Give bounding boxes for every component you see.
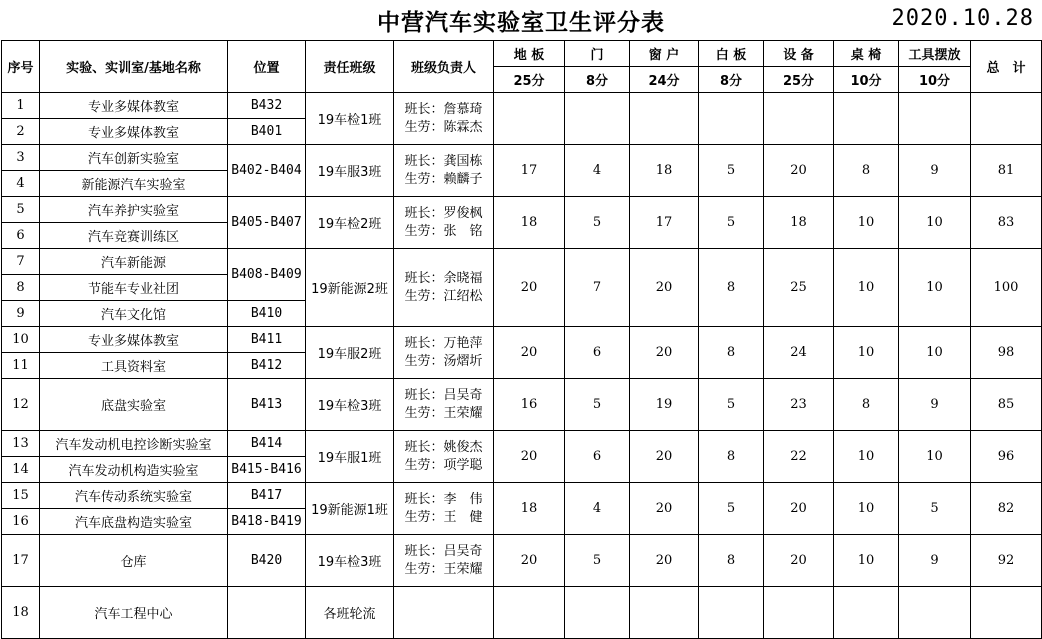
- score-total: 82: [971, 483, 1042, 535]
- score-board: 5: [699, 145, 764, 197]
- table-row: [2, 431, 1042, 457]
- score-door: 4: [565, 483, 630, 535]
- leader-labor: 生劳：汤熠圻: [404, 353, 483, 369]
- header-name: 实验、实训室/基地名称: [40, 41, 228, 93]
- score-floor: 16: [494, 379, 565, 431]
- leader-labor: 生劳：王荣耀: [404, 405, 483, 421]
- score-board: 8: [699, 327, 764, 379]
- table-row: [2, 379, 1042, 431]
- leader-labor: 生劳：王 健: [404, 509, 483, 525]
- score-equip: 25: [764, 249, 834, 327]
- score-window: 20: [630, 535, 699, 587]
- row-class: 19车服3班: [306, 145, 394, 197]
- sheet-date: 2020.10.28: [891, 6, 1034, 31]
- row-name: 节能车专业社团: [40, 275, 228, 301]
- score-window: 19: [630, 379, 699, 431]
- row-name: 汽车文化馆: [40, 301, 228, 327]
- row-seq: 3: [2, 145, 40, 171]
- score-door: [565, 93, 630, 145]
- score-total: [971, 93, 1042, 145]
- leader-labor: 生劳：赖麟子: [404, 171, 483, 187]
- header-desk-points: 10分: [834, 67, 899, 93]
- row-seq: 5: [2, 197, 40, 223]
- row-class: 各班轮流: [306, 587, 394, 639]
- score-desk: 8: [834, 379, 899, 431]
- score-tools: 9: [899, 145, 971, 197]
- score-tools: 10: [899, 327, 971, 379]
- leader-monitor: 班长：吕吴奇: [404, 387, 483, 403]
- row-seq: 8: [2, 275, 40, 301]
- row-location: B401: [228, 119, 306, 145]
- row-leader: [394, 145, 494, 197]
- score-equip: [764, 93, 834, 145]
- score-desk: 10: [834, 249, 899, 327]
- row-seq: 2: [2, 119, 40, 145]
- leader-labor: 生劳：王荣耀: [404, 561, 483, 577]
- leader-labor: 生劳：陈霖杰: [404, 119, 483, 135]
- score-desk: 10: [834, 197, 899, 249]
- row-leader: [394, 197, 494, 249]
- row-name: 汽车工程中心: [40, 587, 228, 639]
- table-row: [2, 249, 1042, 275]
- score-board: [699, 93, 764, 145]
- header-equip: 设 备: [764, 41, 834, 67]
- table-row: [2, 535, 1042, 587]
- row-seq: 18: [2, 587, 40, 639]
- row-leader: [394, 93, 494, 145]
- row-name: 汽车养护实验室: [40, 197, 228, 223]
- leader-labor: 生劳：项学聪: [404, 457, 483, 473]
- score-floor: 20: [494, 249, 565, 327]
- score-window: 20: [630, 483, 699, 535]
- row-name: 工具资料室: [40, 353, 228, 379]
- score-window: 17: [630, 197, 699, 249]
- score-total: 100: [971, 249, 1042, 327]
- score-equip: 23: [764, 379, 834, 431]
- score-tools: [899, 93, 971, 145]
- table-row: [2, 327, 1042, 353]
- row-seq: 15: [2, 483, 40, 509]
- header-tools-points: 10分: [899, 67, 971, 93]
- leader-monitor: 班长：李 伟: [404, 491, 483, 507]
- header-door-points: 8分: [565, 67, 630, 93]
- header-class: 责任班级: [306, 41, 394, 93]
- score-equip: 22: [764, 431, 834, 483]
- header-seq: 序号: [2, 41, 40, 93]
- score-total: 83: [971, 197, 1042, 249]
- row-location: B413: [228, 379, 306, 431]
- row-seq: 11: [2, 353, 40, 379]
- score-door: 5: [565, 379, 630, 431]
- table-row: [2, 587, 1042, 639]
- row-name: 专业多媒体教室: [40, 93, 228, 119]
- score-door: 5: [565, 197, 630, 249]
- row-leader: [394, 483, 494, 535]
- leader-monitor: 班长：姚俊杰: [404, 439, 483, 455]
- header-row-1: [2, 41, 1042, 67]
- leader-monitor: 班长：万艳萍: [404, 335, 483, 351]
- table-row: [2, 197, 1042, 223]
- row-location: B418-B419: [228, 509, 306, 535]
- row-name: 汽车传动系统实验室: [40, 483, 228, 509]
- row-class: 19车服1班: [306, 431, 394, 483]
- score-equip: 20: [764, 145, 834, 197]
- score-board: 8: [699, 249, 764, 327]
- score-desk: [834, 587, 899, 639]
- row-name: 汽车新能源: [40, 249, 228, 275]
- score-equip: 20: [764, 483, 834, 535]
- score-door: 7: [565, 249, 630, 327]
- row-location: B408-B409: [228, 249, 306, 301]
- row-name: 专业多媒体教室: [40, 119, 228, 145]
- row-name: 汽车创新实验室: [40, 145, 228, 171]
- sheet-title: 中营汽车实验室卫生评分表: [377, 10, 665, 36]
- table-row: [2, 93, 1042, 119]
- header-board-points: 8分: [699, 67, 764, 93]
- score-total: 96: [971, 431, 1042, 483]
- leader-monitor: 班长：罗俊枫: [404, 205, 483, 221]
- header-window-points: 24分: [630, 67, 699, 93]
- score-equip: [764, 587, 834, 639]
- score-tools: 10: [899, 197, 971, 249]
- row-location: B432: [228, 93, 306, 119]
- score-floor: 18: [494, 483, 565, 535]
- score-floor: 18: [494, 197, 565, 249]
- score-floor: 20: [494, 327, 565, 379]
- header-board: 白 板: [699, 41, 764, 67]
- row-seq: 1: [2, 93, 40, 119]
- row-name: 底盘实验室: [40, 379, 228, 431]
- score-tools: 10: [899, 249, 971, 327]
- score-total: 85: [971, 379, 1042, 431]
- row-location: B415-B416: [228, 457, 306, 483]
- row-leader: [394, 535, 494, 587]
- score-tools: 9: [899, 379, 971, 431]
- row-leader: [394, 587, 494, 639]
- row-seq: 14: [2, 457, 40, 483]
- row-seq: 7: [2, 249, 40, 275]
- row-name: 汽车发动机电控诊断实验室: [40, 431, 228, 457]
- row-location: [228, 587, 306, 639]
- score-total: 81: [971, 145, 1042, 197]
- score-window: 20: [630, 327, 699, 379]
- leader-monitor: 班长：龚国栋: [404, 153, 483, 169]
- row-class: 19车服2班: [306, 327, 394, 379]
- header-tools: 工具摆放: [899, 41, 971, 67]
- score-tools: [899, 587, 971, 639]
- score-board: 8: [699, 535, 764, 587]
- row-location: B402-B404: [228, 145, 306, 197]
- row-name: 新能源汽车实验室: [40, 171, 228, 197]
- row-leader: [394, 431, 494, 483]
- score-door: 6: [565, 431, 630, 483]
- score-board: 5: [699, 197, 764, 249]
- row-location: B417: [228, 483, 306, 509]
- row-class: 19车检3班: [306, 535, 394, 587]
- score-total: 98: [971, 327, 1042, 379]
- score-desk: 8: [834, 145, 899, 197]
- score-window: 20: [630, 249, 699, 327]
- score-equip: 20: [764, 535, 834, 587]
- header-leader: 班级负责人: [394, 41, 494, 93]
- row-seq: 4: [2, 171, 40, 197]
- row-name: 汽车发动机构造实验室: [40, 457, 228, 483]
- score-tools: 9: [899, 535, 971, 587]
- row-location: B405-B407: [228, 197, 306, 249]
- score-floor: 20: [494, 431, 565, 483]
- score-equip: 18: [764, 197, 834, 249]
- leader-monitor: 班长：余晓福: [404, 270, 483, 286]
- score-board: [699, 587, 764, 639]
- header-floor: 地 板: [494, 41, 565, 67]
- score-door: 5: [565, 535, 630, 587]
- score-table: [1, 40, 1042, 639]
- row-location: B410: [228, 301, 306, 327]
- row-location: B420: [228, 535, 306, 587]
- leader-monitor: 班长：吕吴奇: [404, 543, 483, 559]
- header-desk: 桌 椅: [834, 41, 899, 67]
- header-location: 位置: [228, 41, 306, 93]
- header-window: 窗 户: [630, 41, 699, 67]
- score-window: 18: [630, 145, 699, 197]
- row-leader: [394, 379, 494, 431]
- row-leader: [394, 327, 494, 379]
- row-seq: 6: [2, 223, 40, 249]
- row-seq: 13: [2, 431, 40, 457]
- header-equip-points: 25分: [764, 67, 834, 93]
- row-class: 19新能源2班: [306, 249, 394, 327]
- score-floor: [494, 587, 565, 639]
- score-window: 20: [630, 431, 699, 483]
- score-desk: 10: [834, 327, 899, 379]
- score-desk: 10: [834, 535, 899, 587]
- score-desk: [834, 93, 899, 145]
- row-seq: 12: [2, 379, 40, 431]
- row-location: B411: [228, 327, 306, 353]
- score-floor: 17: [494, 145, 565, 197]
- score-total: [971, 587, 1042, 639]
- row-name: 仓库: [40, 535, 228, 587]
- header-total: 总 计: [971, 41, 1042, 93]
- score-desk: 10: [834, 431, 899, 483]
- row-name: 汽车竞赛训练区: [40, 223, 228, 249]
- score-window: [630, 587, 699, 639]
- title-bar: [0, 0, 1042, 40]
- leader-labor: 生劳：江绍松: [404, 288, 483, 304]
- score-floor: [494, 93, 565, 145]
- score-door: [565, 587, 630, 639]
- score-door: 6: [565, 327, 630, 379]
- score-desk: 10: [834, 483, 899, 535]
- score-window: [630, 93, 699, 145]
- score-tools: 5: [899, 483, 971, 535]
- score-door: 4: [565, 145, 630, 197]
- score-board: 5: [699, 379, 764, 431]
- table-row: [2, 483, 1042, 509]
- row-class: 19车检3班: [306, 379, 394, 431]
- score-board: 5: [699, 483, 764, 535]
- header-floor-points: 25分: [494, 67, 565, 93]
- row-class: 19车检1班: [306, 93, 394, 145]
- header-door: 门: [565, 41, 630, 67]
- score-tools: 10: [899, 431, 971, 483]
- row-leader: [394, 249, 494, 327]
- score-equip: 24: [764, 327, 834, 379]
- row-class: 19新能源1班: [306, 483, 394, 535]
- row-seq: 9: [2, 301, 40, 327]
- score-floor: 20: [494, 535, 565, 587]
- row-name: 汽车底盘构造实验室: [40, 509, 228, 535]
- row-seq: 10: [2, 327, 40, 353]
- table-row: [2, 145, 1042, 171]
- score-board: 8: [699, 431, 764, 483]
- row-name: 专业多媒体教室: [40, 327, 228, 353]
- leader-labor: 生劳：张 铭: [404, 223, 483, 239]
- row-seq: 16: [2, 509, 40, 535]
- row-seq: 17: [2, 535, 40, 587]
- row-location: B412: [228, 353, 306, 379]
- score-total: 92: [971, 535, 1042, 587]
- row-location: B414: [228, 431, 306, 457]
- leader-monitor: 班长：詹慕琦: [404, 101, 483, 117]
- row-class: 19车检2班: [306, 197, 394, 249]
